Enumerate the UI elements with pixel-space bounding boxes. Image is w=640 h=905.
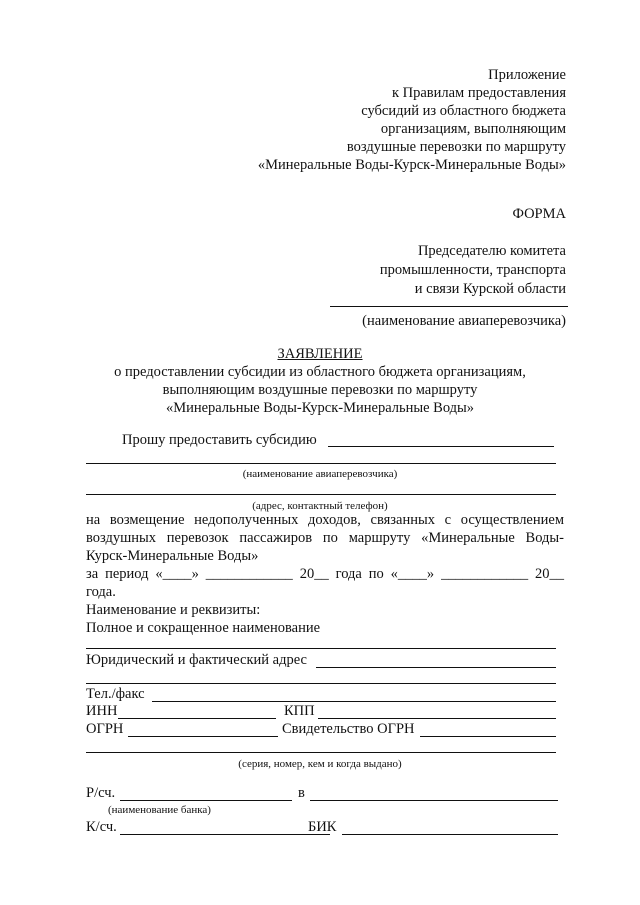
period-line: за период «____» ____________ 20__ года по «____» ____________ 20__ <box>86 566 564 582</box>
corr-account-label: К/сч. <box>86 819 117 835</box>
addressee-carrier-line <box>330 306 568 307</box>
request-text: Прошу предоставить субсидию <box>122 432 317 448</box>
carrier-caption: (наименование авиаперевозчика) <box>242 468 398 480</box>
inn-label: ИНН <box>86 703 118 719</box>
kpp-label: КПП <box>284 703 315 719</box>
addressee-caption: (наименование авиаперевозчика) <box>362 313 566 329</box>
appendix-block <box>258 66 566 174</box>
bank-name-line[interactable] <box>310 800 558 801</box>
statement-line: о предоставлении субсидии из областного бюджета организациям, <box>114 364 526 380</box>
full-name-line[interactable] <box>86 648 556 649</box>
appendix-line: Приложение <box>488 67 566 83</box>
details-heading: Наименование и реквизиты: <box>86 602 261 618</box>
bank-caption: (наименование банка) <box>108 804 211 816</box>
statement-line: выполняющим воздушные перевозки по маршруту <box>162 382 478 398</box>
bank-in-label: в <box>298 785 305 801</box>
phone-label: Тел./факс <box>86 686 145 702</box>
appendix-line: к Правилам предоставления <box>391 85 566 101</box>
carrier-name-line[interactable] <box>86 463 556 464</box>
appendix-line: воздушные перевозки по маршруту <box>346 139 566 155</box>
phone-line[interactable] <box>152 701 556 702</box>
appendix-line: «Минеральные Воды-Курск-Минеральные Воды» <box>257 157 566 173</box>
purpose-line: на возмещение недополученных доходов, связанных с осуществлением <box>86 512 564 528</box>
statement-line: «Минеральные Воды-Курск-Минеральные Воды» <box>165 400 475 416</box>
address-phone-line[interactable] <box>86 494 556 495</box>
addressee-block <box>380 242 566 299</box>
account-label: Р/сч. <box>86 785 116 801</box>
addressee-line: и связи Курской области <box>414 281 566 297</box>
full-name-label: Полное и сокращенное наименование <box>86 620 321 636</box>
appendix-line: организациям, выполняющим <box>380 121 566 137</box>
address-line-2[interactable] <box>86 683 556 684</box>
period-end: года. <box>86 584 116 600</box>
cert-details-line[interactable] <box>86 752 556 753</box>
addressee-line: промышленности, транспорта <box>379 262 566 278</box>
bik-line[interactable] <box>342 834 558 835</box>
corr-account-line[interactable] <box>120 834 330 835</box>
kpp-line[interactable] <box>318 718 556 719</box>
bik-label: БИК <box>308 819 337 835</box>
address-label: Юридический и фактический адрес <box>86 652 307 668</box>
account-line[interactable] <box>120 800 292 801</box>
addressee-line: Председателю комитета <box>417 243 566 259</box>
form-label: ФОРМА <box>512 206 566 222</box>
ogrn-label: ОГРН <box>86 721 124 737</box>
statement-block <box>0 345 640 417</box>
ogrn-cert-line[interactable] <box>420 736 556 737</box>
purpose-line: воздушных перевозок пассажиров по маршруту «Минеральные Воды- <box>86 530 564 546</box>
address-caption: (адрес, контактный телефон) <box>252 500 388 512</box>
subsidy-amount-line[interactable] <box>328 446 554 447</box>
purpose-line: Курск-Минеральные Воды» <box>86 548 259 564</box>
address-line-1[interactable] <box>316 667 556 668</box>
inn-line[interactable] <box>118 718 276 719</box>
ogrn-line[interactable] <box>128 736 278 737</box>
appendix-line: субсидий из областного бюджета <box>361 103 566 119</box>
statement-title: ЗАЯВЛЕНИЕ <box>277 346 363 362</box>
cert-caption: (серия, номер, кем и когда выдано) <box>238 758 402 770</box>
ogrn-cert-label: Свидетельство ОГРН <box>282 721 415 737</box>
